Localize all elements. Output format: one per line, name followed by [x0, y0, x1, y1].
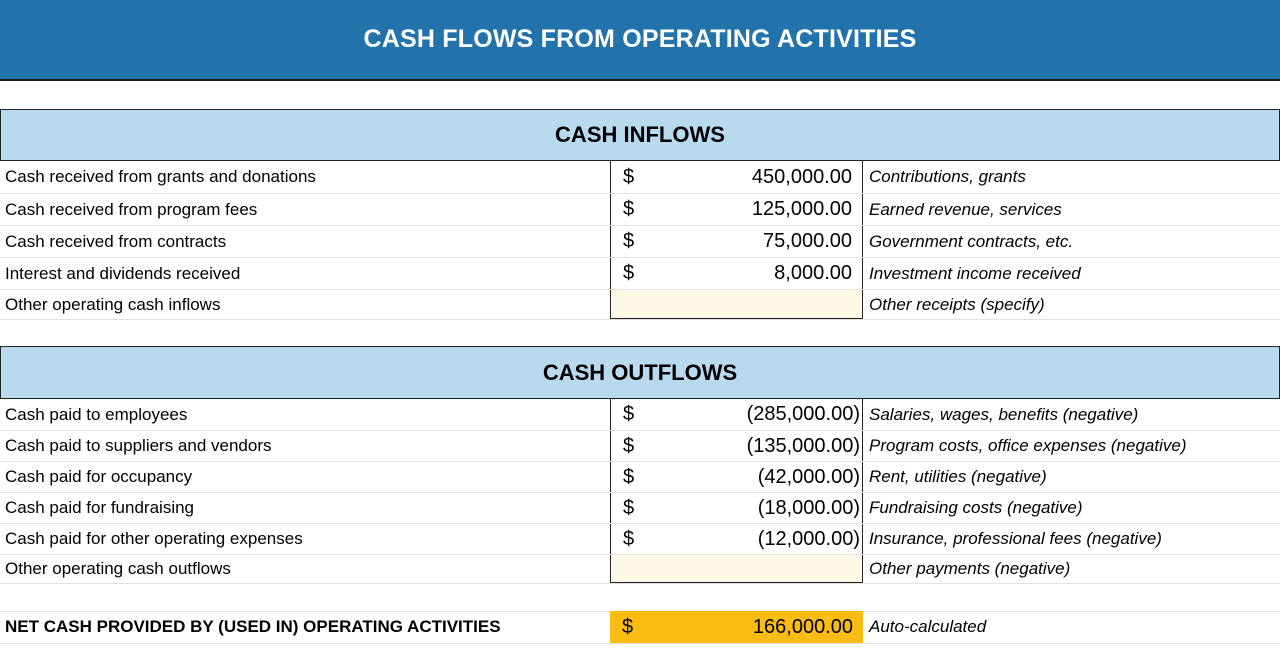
- currency-symbol: $: [623, 165, 635, 188]
- title-bar: [0, 0, 1280, 81]
- net-cash-amount-cell[interactable]: [610, 611, 863, 643]
- outflows-section-header: [0, 346, 1280, 399]
- row-label: Cash paid to employees: [5, 404, 188, 424]
- spacer-row: [0, 584, 1280, 612]
- amount-cell[interactable]: [610, 226, 863, 257]
- inflow-row[interactable]: [0, 161, 1280, 194]
- currency-symbol: $: [623, 434, 635, 457]
- amount-cell[interactable]: [610, 161, 863, 193]
- amount-cell[interactable]: [610, 431, 863, 461]
- row-note: Rent, utilities (negative): [869, 467, 1047, 486]
- amount-cell[interactable]: [610, 258, 863, 289]
- row-note: Program costs, office expenses (negative): [869, 436, 1187, 455]
- row-label: Cash received from program fees: [5, 199, 258, 219]
- row-label: Cash paid for occupancy: [5, 467, 193, 486]
- spacer-row: [0, 644, 1280, 672]
- amount-value: 450,000.00: [751, 165, 852, 188]
- outflow-row[interactable]: [0, 462, 1280, 493]
- inflow-row[interactable]: [0, 226, 1280, 258]
- amount-value: (135,000.00): [746, 434, 860, 457]
- amount-cell[interactable]: [610, 399, 863, 430]
- currency-symbol: $: [623, 496, 635, 519]
- inflows-section-header: [0, 109, 1280, 161]
- row-label: Other operating cash inflows: [5, 294, 221, 314]
- row-label: Cash received from grants and donations: [5, 167, 316, 186]
- inflows-title: CASH INFLOWS: [555, 122, 725, 147]
- row-label: Cash paid for other operating expenses: [5, 529, 303, 548]
- currency-symbol: $: [622, 615, 634, 638]
- currency-symbol: $: [623, 527, 635, 550]
- amount-value: 75,000.00: [763, 230, 852, 252]
- net-cash-note: Auto-calculated: [869, 617, 987, 636]
- row-note: Other receipts (specify): [869, 294, 1045, 314]
- amount-value: (285,000.00): [746, 403, 860, 425]
- currency-symbol: $: [623, 403, 635, 425]
- inflow-row[interactable]: [0, 290, 1280, 320]
- amount-input-cell[interactable]: [610, 290, 863, 319]
- row-label: Cash paid for fundraising: [5, 498, 195, 517]
- amount-value: (42,000.00): [757, 465, 860, 488]
- amount-cell[interactable]: [610, 493, 863, 523]
- row-note: Earned revenue, services: [869, 199, 1062, 219]
- row-label: Interest and dividends received: [5, 263, 241, 283]
- inflow-row[interactable]: [0, 194, 1280, 226]
- row-note: Other payments (negative): [869, 559, 1071, 578]
- net-cash-label: NET CASH PROVIDED BY (USED IN) OPERATING ACTIVITIES: [5, 617, 501, 636]
- amount-cell[interactable]: [610, 524, 863, 554]
- outflows-title: CASH OUTFLOWS: [542, 359, 738, 385]
- currency-symbol: $: [623, 198, 635, 220]
- inflow-row[interactable]: [0, 258, 1280, 290]
- row-note: Contributions, grants: [869, 167, 1026, 186]
- spacer-row: [0, 81, 1280, 110]
- amount-input-cell[interactable]: [610, 555, 863, 583]
- net-cash-row[interactable]: [0, 611, 1280, 644]
- row-note: Fundraising costs (negative): [869, 498, 1083, 517]
- row-note: Salaries, wages, benefits (negative): [869, 404, 1139, 424]
- row-label: Other operating cash outflows: [5, 559, 231, 578]
- row-note: Government contracts, etc.: [869, 231, 1074, 251]
- outflow-row[interactable]: [0, 524, 1280, 555]
- outflow-row[interactable]: [0, 555, 1280, 584]
- amount-value: 8,000.00: [774, 262, 852, 284]
- row-note: Insurance, professional fees (negative): [869, 529, 1162, 548]
- currency-symbol: $: [623, 465, 635, 488]
- outflow-row[interactable]: [0, 431, 1280, 462]
- currency-symbol: $: [623, 230, 635, 252]
- amount-value: (12,000.00): [757, 527, 860, 550]
- outflow-row[interactable]: [0, 399, 1280, 431]
- spacer-row: [0, 320, 1280, 347]
- row-note: Investment income received: [869, 263, 1081, 283]
- amount-cell[interactable]: [610, 194, 863, 225]
- row-label: Cash received from contracts: [5, 231, 227, 251]
- sheet-title: CASH FLOWS FROM OPERATING ACTIVITIES: [363, 25, 917, 53]
- currency-symbol: $: [623, 262, 635, 284]
- amount-cell[interactable]: [610, 462, 863, 492]
- amount-value: 125,000.00: [751, 198, 852, 220]
- row-label: Cash paid to suppliers and vendors: [5, 436, 272, 455]
- net-cash-amount: 166,000.00: [752, 615, 853, 638]
- outflow-row[interactable]: [0, 493, 1280, 524]
- amount-value: (18,000.00): [757, 496, 860, 519]
